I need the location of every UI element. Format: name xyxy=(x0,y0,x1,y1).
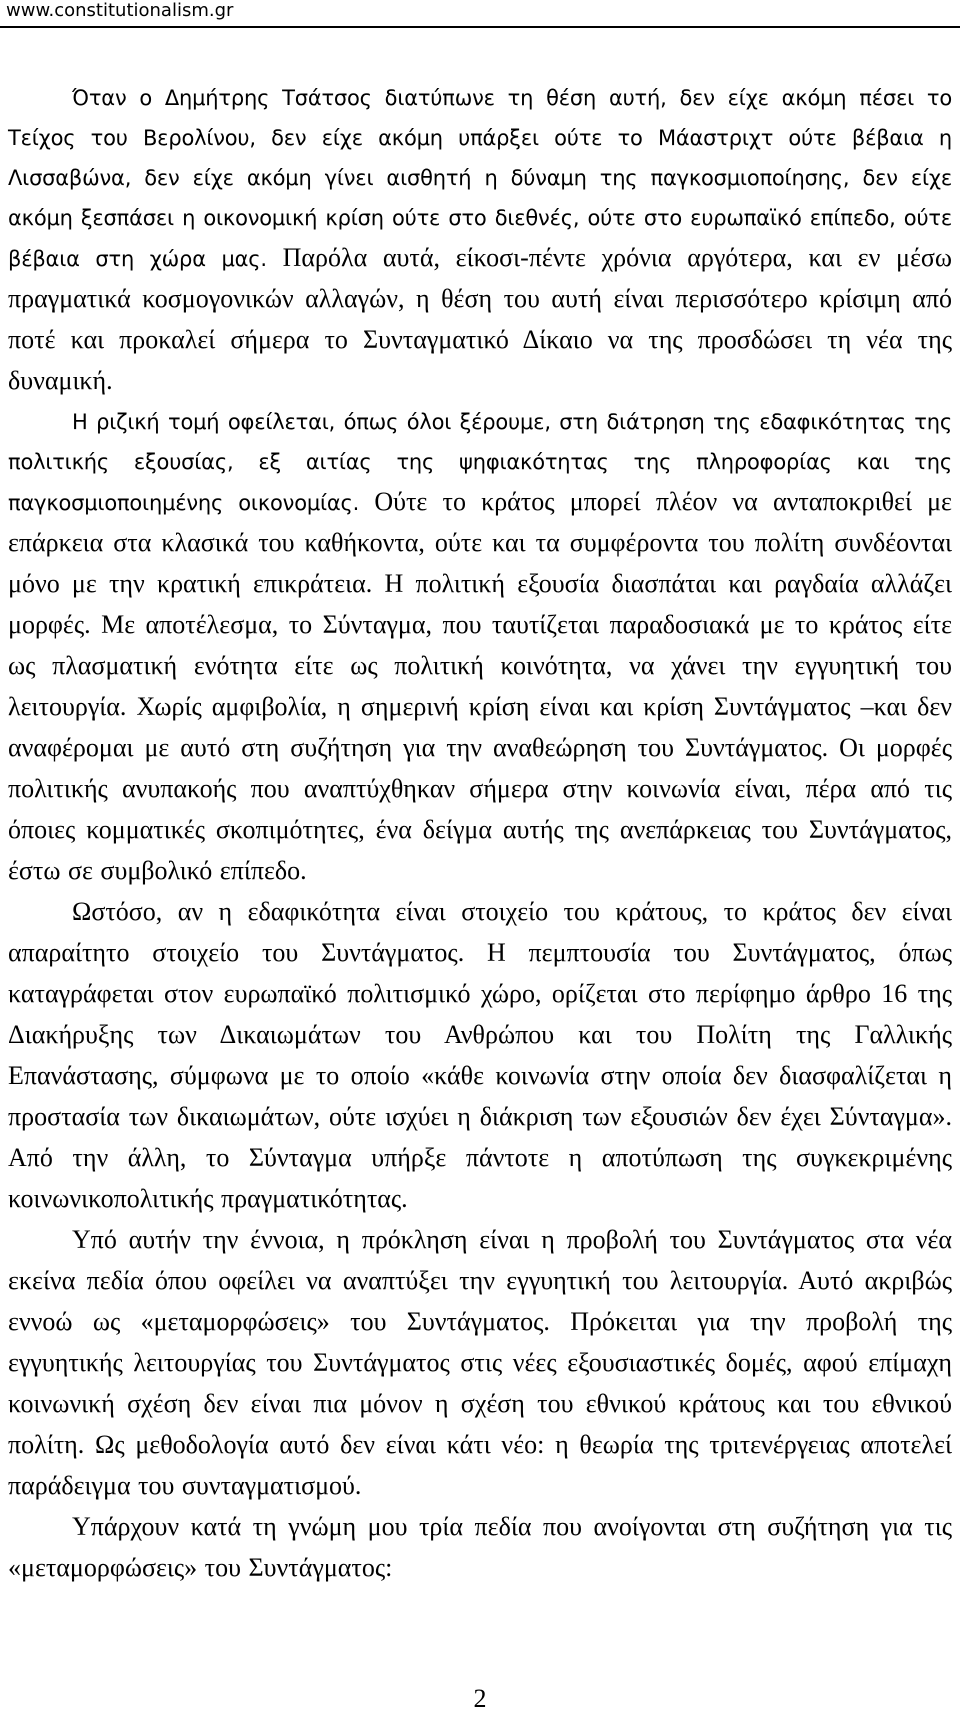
paragraph-3 xyxy=(8,892,952,1220)
paragraph-1-sans-part: Όταν ο Δημήτρης Τσάτσος διατύπωνε τη θέση αυτή, δεν είχε ακόμη πέσει το Τείχος του Βερολίνου, δεν είχε ακόμη υπάρξει ούτε το Μάαστριχτ ούτε βέβαια η Λισσαβώνα, δεν είχε ακόμη γίνει αισθητή η δύναμη της παγκοσμιοποίησης, δεν είχε ακόμη ξεσπάσει η οικονομική κρίση ούτε στο διεθνές, ούτε στο ευρωπαϊκό επίπεδο, ούτε βέβαια στη χώρα μας. xyxy=(8,86,952,271)
site-url-header[interactable]: www.constitutionalism.gr xyxy=(6,0,234,21)
paragraph-2-serif-part: Ούτε το κράτος μπορεί πλέον να ανταποκριθεί με επάρκεια στα κλασικά του καθήκοντα, ούτε και τα συμφέροντα του πολίτη συνδέονται μόνο με την κρατική επικράτεια. Η πολιτική εξουσία διασπάται και ραγδαία αλλάζει μορφές. Με αποτέλεσμα, το Σύνταγμα, που ταυτίζεται παραδοσιακά με το κράτος είτε ως πλασματική ενότητα είτε ως πολιτική κοινότητα, να χάνει την εγγυητική του λειτουργία. Χωρίς αμφιβολία, η σημερινή κρίση είναι και κρίση Συντάγματος –και δεν αναφέρομαι με αυτό στη συζήτηση για την αναθεώρηση του Συντάγματος. Οι μορφές πολιτικής ανυπακοής που αναπτύχθηκαν σήμερα στην κοινωνία είναι, πέρα από τις όποιες κομματικές σκοπιμότητες, ένα δείγμα αυτής της ανεπάρκειας του Συντάγματος, έστω σε συμβολικό επίπεδο. xyxy=(8,487,952,885)
document-body xyxy=(8,78,952,1589)
header-rule xyxy=(0,26,960,28)
paragraph-2 xyxy=(8,402,952,892)
paragraph-3-text: Ωστόσο, αν η εδαφικότητα είναι στοιχείο του κράτους, το κράτος δεν είναι απαραίτητο στοιχείο του Συντάγματος. Η πεμπτουσία του Συντάγματος, όπως καταγράφεται στον ευρωπαϊκό πολιτισμικό χώρο, ορίζεται στο περίφημο άρθρο 16 της Διακήρυξης των Δικαιωμάτων του Ανθρώπου και του Πολίτη της Γαλλικής Επανάστασης, σύμφωνα με το οποίο «κάθε κοινωνία στην οποία δεν διασφαλίζεται η προστασία των δικαιωμάτων, ούτε ισχύει η διάκριση των εξουσιών δεν έχει Σύνταγμα». Από την άλλη, το Σύνταγμα υπήρξε πάντοτε η αποτύπωση της συγκεκριμένης κοινωνικοπολιτικής πραγματικότητας. xyxy=(8,897,952,1213)
paragraph-5 xyxy=(8,1507,952,1589)
paragraph-5-text: Υπάρχουν κατά τη γνώμη μου τρία πεδία που ανοίγονται στη συζήτηση για τις «μεταμορφώσεις» του Συντάγματος: xyxy=(8,1512,952,1582)
paragraph-1 xyxy=(8,78,952,402)
paragraph-2-sans-part: Η ριζική τομή οφείλεται, όπως όλοι ξέρουμε, στη διάτρηση της εδαφικότητας της πολιτικής εξουσίας, εξ αιτίας της ψηφιακότητας της πληροφορίας και της παγκοσμιοποιημένης οικονομίας. xyxy=(8,410,952,515)
paragraph-4-text: Υπό αυτήν την έννοια, η πρόκληση είναι η προβολή του Συντάγματος στα νέα εκείνα πεδία όπου οφείλει να αναπτύξει την εγγυητική του λειτουργία. Αυτό ακριβώς εννοώ ως «μεταμορφώσεις» του Συντάγματος. Πρόκειται για την προβολή της εγγυητικής λειτουργίας του Συντάγματος στις νέες εξουσιαστικές δομές, αφού επίμαχη κοινωνική σχέση δεν είναι πια μόνον η σχέση του εθνικού κράτους και του εθνικού πολίτη. Ως μεθοδολογία αυτό δεν είναι κάτι νέο: η θεωρία της τριτενέργειας αποτελεί παράδειγμα του συνταγματισμού. xyxy=(8,1225,952,1500)
paragraph-4 xyxy=(8,1220,952,1507)
paragraph-1-serif-part: Παρόλα αυτά, είκοσι-πέντε χρόνια αργότερα, και εν μέσω πραγματικά κοσμογονικών αλλαγών, η θέση του αυτή είναι περισσότερο κρίσιμη από ποτέ και προκαλεί σήμερα το Συνταγματικό Δίκαιο να της προσδώσει τη νέα της δυναμική. xyxy=(8,243,953,395)
page-number: 2 xyxy=(473,1684,487,1713)
